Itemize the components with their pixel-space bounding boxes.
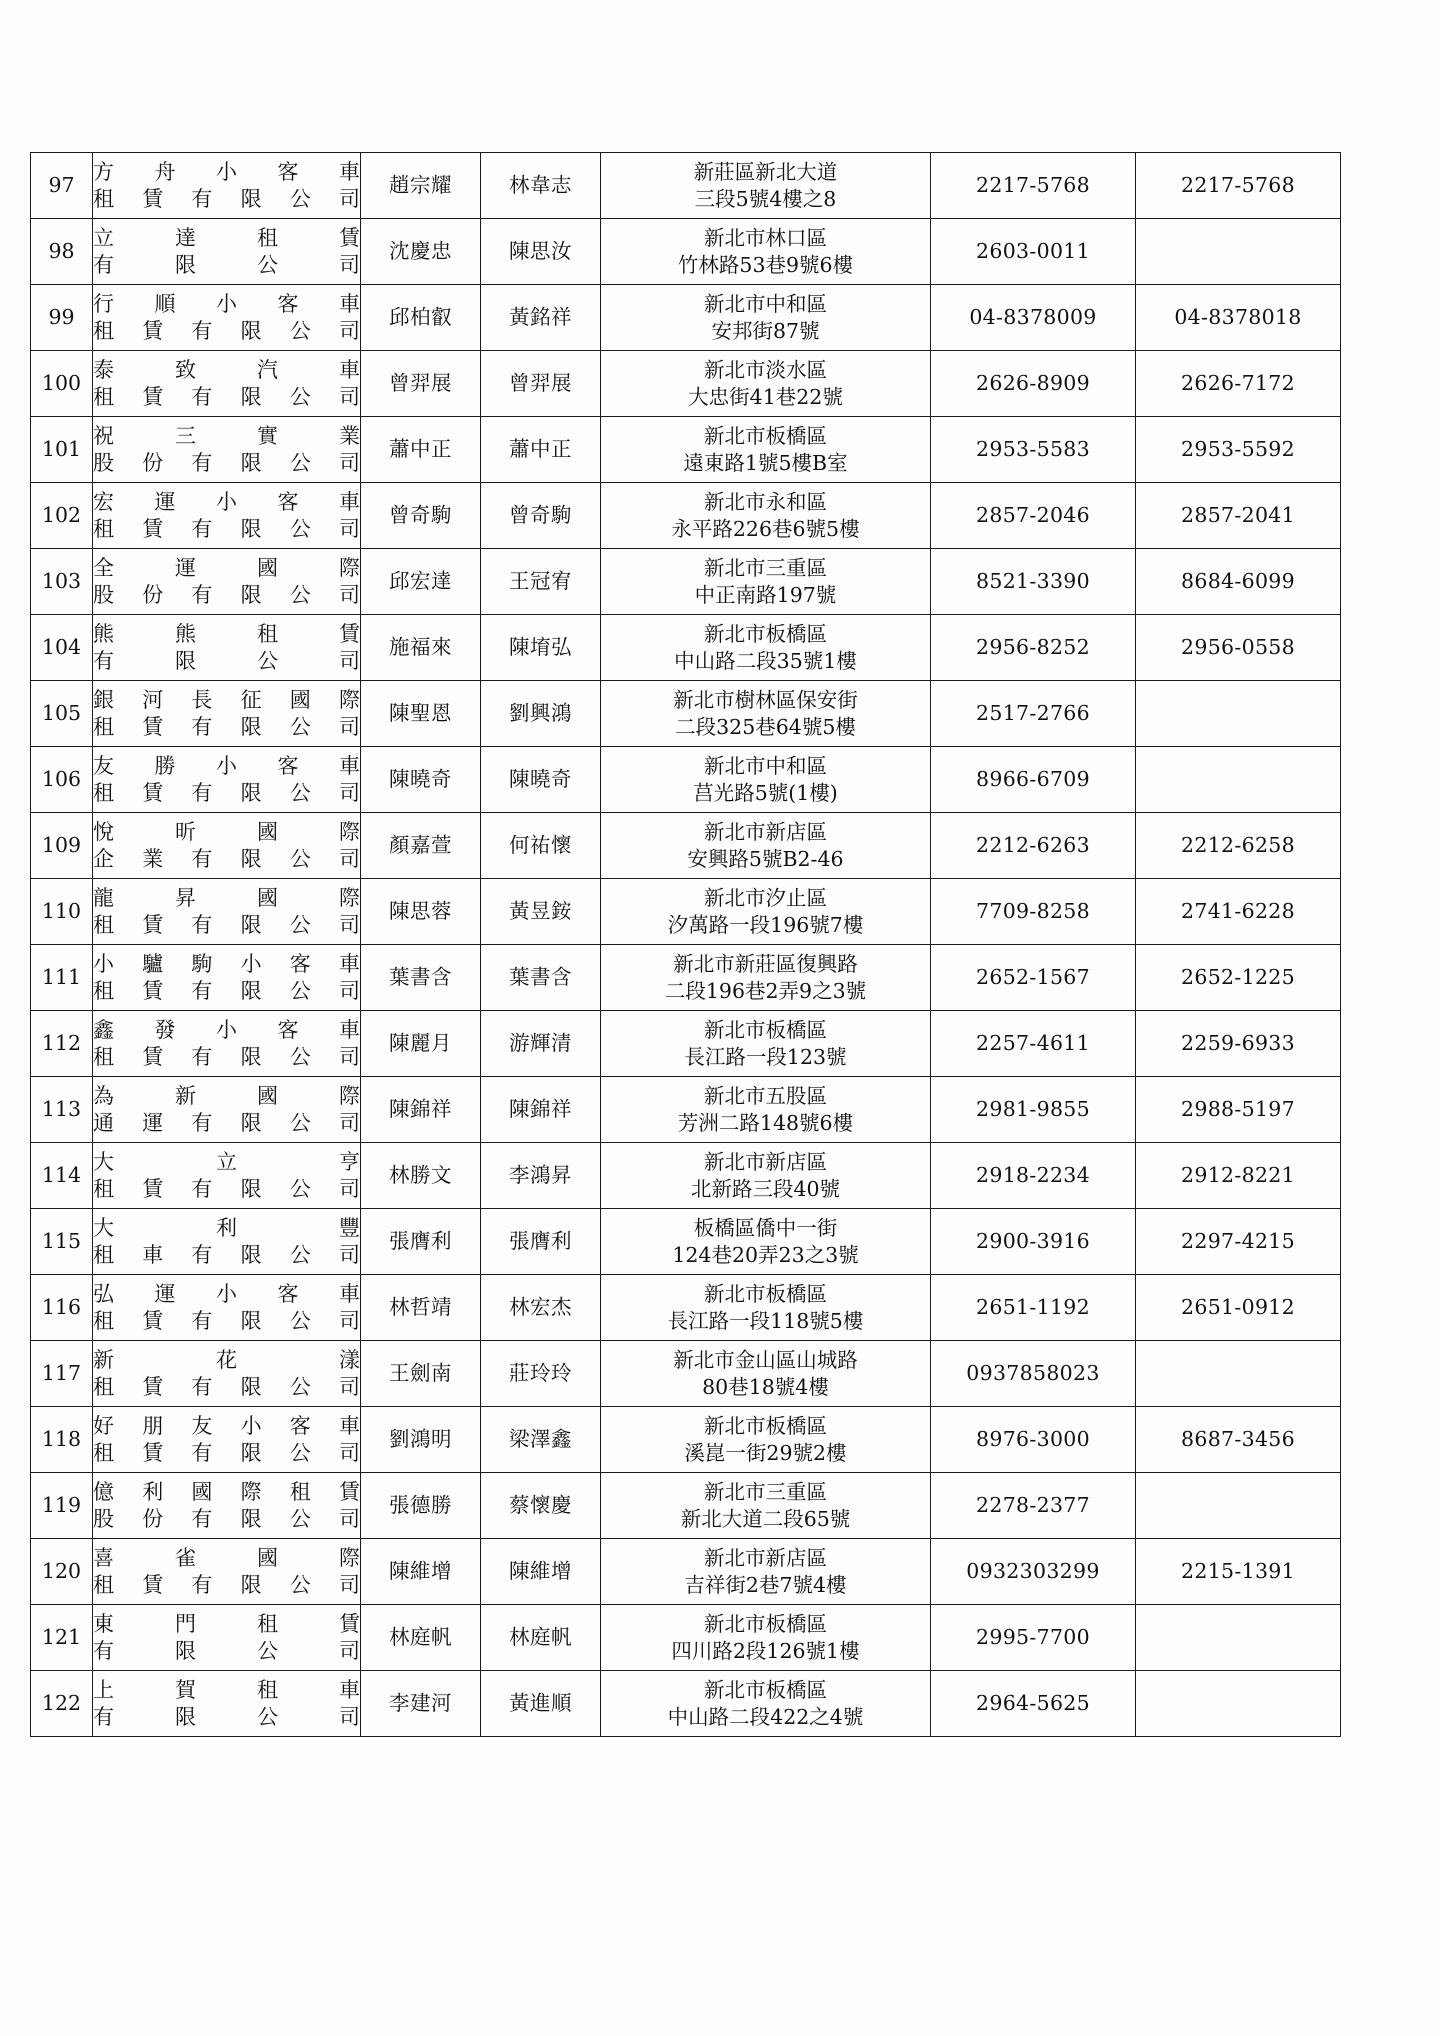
company-name-line: 租 賃 有 限 公 司 xyxy=(93,1572,360,1597)
representative-cell: 邱宏達 xyxy=(361,549,481,615)
company-name-cell xyxy=(93,1407,361,1473)
company-name-line: 友 勝 小 客 車 xyxy=(93,753,360,778)
fax-cell: 2626-7172 xyxy=(1136,351,1341,417)
address-line: 長江路一段123號 xyxy=(684,1044,847,1069)
telephone-cell: 2517-2766 xyxy=(931,681,1136,747)
address-line: 莒光路5號(1樓) xyxy=(693,780,838,805)
contact-person-cell: 林宏杰 xyxy=(481,1275,601,1341)
company-name-line: 上 賀 租 車 xyxy=(93,1677,360,1702)
company-name-line: 租 車 有 限 公 司 xyxy=(93,1242,360,1267)
telephone-cell: 2257-4611 xyxy=(931,1011,1136,1077)
company-name-line: 有 限 公 司 xyxy=(93,1704,360,1729)
address-line: 新北市板橋區 xyxy=(704,423,827,448)
address-line: 三段5號4樓之8 xyxy=(694,186,837,211)
address-line: 新北市中和區 xyxy=(704,291,827,316)
fax-cell: 8687-3456 xyxy=(1136,1407,1341,1473)
fax-cell: 2652-1225 xyxy=(1136,945,1341,1011)
address-cell xyxy=(601,1011,931,1077)
fax-cell xyxy=(1136,747,1341,813)
representative-cell: 陳錦祥 xyxy=(361,1077,481,1143)
representative-cell: 林勝文 xyxy=(361,1143,481,1209)
company-name-cell xyxy=(93,1341,361,1407)
company-name-cell xyxy=(93,1275,361,1341)
contact-person-cell: 劉興鴻 xyxy=(481,681,601,747)
address-line: 新北市新店區 xyxy=(704,819,827,844)
representative-cell: 張德勝 xyxy=(361,1473,481,1539)
company-name-line: 熊 熊 租 賃 xyxy=(93,621,360,646)
representative-cell: 施福來 xyxy=(361,615,481,681)
fax-cell: 2259-6933 xyxy=(1136,1011,1341,1077)
company-name-cell xyxy=(93,1011,361,1077)
address-line: 新北市中和區 xyxy=(704,753,827,778)
address-cell xyxy=(601,615,931,681)
fax-cell: 2953-5592 xyxy=(1136,417,1341,483)
address-line: 大忠街41巷22號 xyxy=(688,384,843,409)
address-cell xyxy=(601,1407,931,1473)
representative-cell: 陳聖恩 xyxy=(361,681,481,747)
representative-cell: 陳曉奇 xyxy=(361,747,481,813)
company-name-line: 為 新 國 際 xyxy=(93,1083,360,1108)
telephone-cell: 2981-9855 xyxy=(931,1077,1136,1143)
company-name-line: 有 限 公 司 xyxy=(93,252,360,277)
address-cell xyxy=(601,483,931,549)
row-number: 109 xyxy=(31,813,93,879)
company-name-line: 租 賃 有 限 公 司 xyxy=(93,1374,360,1399)
company-name-cell xyxy=(93,549,361,615)
table-row xyxy=(31,1473,1341,1539)
company-name-line: 企 業 有 限 公 司 xyxy=(93,846,360,871)
company-name-line: 大 利 豐 xyxy=(93,1215,360,1240)
row-number: 120 xyxy=(31,1539,93,1605)
row-number: 103 xyxy=(31,549,93,615)
table-row xyxy=(31,219,1341,285)
fax-cell: 2956-0558 xyxy=(1136,615,1341,681)
table-row xyxy=(31,549,1341,615)
fax-cell xyxy=(1136,1671,1341,1737)
telephone-cell: 8521-3390 xyxy=(931,549,1136,615)
address-cell xyxy=(601,1077,931,1143)
row-number: 113 xyxy=(31,1077,93,1143)
contact-person-cell: 黃昱銨 xyxy=(481,879,601,945)
table-row xyxy=(31,483,1341,549)
address-cell xyxy=(601,549,931,615)
address-line: 新北市金山區山城路 xyxy=(673,1347,858,1372)
contact-person-cell: 陳曉奇 xyxy=(481,747,601,813)
company-name-line: 租 賃 有 限 公 司 xyxy=(93,516,360,541)
address-line: 新北市五股區 xyxy=(704,1083,827,1108)
registry-table xyxy=(30,152,1341,1737)
address-line: 中山路二段35號1樓 xyxy=(674,648,857,673)
company-name-line: 租 賃 有 限 公 司 xyxy=(93,714,360,739)
company-name-cell xyxy=(93,1143,361,1209)
representative-cell: 顏嘉萱 xyxy=(361,813,481,879)
company-name-line: 宏 運 小 客 車 xyxy=(93,489,360,514)
company-name-cell xyxy=(93,681,361,747)
row-number: 122 xyxy=(31,1671,93,1737)
address-line: 新北市汐止區 xyxy=(704,885,827,910)
company-name-line: 祝 三 實 業 xyxy=(93,423,360,448)
representative-cell: 劉鴻明 xyxy=(361,1407,481,1473)
fax-cell xyxy=(1136,681,1341,747)
address-cell xyxy=(601,1605,931,1671)
row-number: 101 xyxy=(31,417,93,483)
fax-cell xyxy=(1136,1605,1341,1671)
telephone-cell: 2603-0011 xyxy=(931,219,1136,285)
representative-cell: 李建河 xyxy=(361,1671,481,1737)
table-row xyxy=(31,1605,1341,1671)
company-name-cell xyxy=(93,285,361,351)
contact-person-cell: 黃銘祥 xyxy=(481,285,601,351)
telephone-cell: 0937858023 xyxy=(931,1341,1136,1407)
fax-cell: 04-8378018 xyxy=(1136,285,1341,351)
table-row xyxy=(31,1077,1341,1143)
address-line: 吉祥街2巷7號4樓 xyxy=(684,1572,847,1597)
contact-person-cell: 陳堉弘 xyxy=(481,615,601,681)
representative-cell: 張膺利 xyxy=(361,1209,481,1275)
company-name-cell xyxy=(93,879,361,945)
contact-person-cell: 游輝清 xyxy=(481,1011,601,1077)
company-name-line: 鑫 發 小 客 車 xyxy=(93,1017,360,1042)
contact-person-cell: 陳錦祥 xyxy=(481,1077,601,1143)
address-cell xyxy=(601,1539,931,1605)
company-name-line: 大 立 亨 xyxy=(93,1149,360,1174)
telephone-cell: 2278-2377 xyxy=(931,1473,1136,1539)
company-name-cell xyxy=(93,153,361,219)
representative-cell: 蕭中正 xyxy=(361,417,481,483)
row-number: 116 xyxy=(31,1275,93,1341)
contact-person-cell: 陳維增 xyxy=(481,1539,601,1605)
company-name-line: 租 賃 有 限 公 司 xyxy=(93,186,360,211)
address-line: 新北大道二段65號 xyxy=(680,1506,851,1531)
company-name-line: 股 份 有 限 公 司 xyxy=(93,1506,360,1531)
address-cell xyxy=(601,879,931,945)
company-name-cell xyxy=(93,351,361,417)
row-number: 114 xyxy=(31,1143,93,1209)
company-name-line: 租 賃 有 限 公 司 xyxy=(93,1308,360,1333)
company-name-line: 有 限 公 司 xyxy=(93,1638,360,1663)
row-number: 118 xyxy=(31,1407,93,1473)
telephone-cell: 2918-2234 xyxy=(931,1143,1136,1209)
representative-cell: 陳維增 xyxy=(361,1539,481,1605)
telephone-cell: 04-8378009 xyxy=(931,285,1136,351)
company-name-cell xyxy=(93,417,361,483)
company-name-line: 租 賃 有 限 公 司 xyxy=(93,978,360,1003)
table-row xyxy=(31,1143,1341,1209)
table-row xyxy=(31,1011,1341,1077)
table-row xyxy=(31,1407,1341,1473)
company-name-cell xyxy=(93,483,361,549)
telephone-cell: 2857-2046 xyxy=(931,483,1136,549)
telephone-cell: 8976-3000 xyxy=(931,1407,1136,1473)
address-line: 新北市樹林區保安街 xyxy=(673,687,858,712)
address-line: 新北市林口區 xyxy=(704,225,827,250)
address-line: 新北市新店區 xyxy=(704,1149,827,1174)
representative-cell: 曾奇駒 xyxy=(361,483,481,549)
row-number: 112 xyxy=(31,1011,93,1077)
address-cell xyxy=(601,1473,931,1539)
representative-cell: 陳思蓉 xyxy=(361,879,481,945)
address-line: 新莊區新北大道 xyxy=(693,159,838,184)
row-number: 121 xyxy=(31,1605,93,1671)
telephone-cell: 2964-5625 xyxy=(931,1671,1136,1737)
table-row xyxy=(31,1341,1341,1407)
telephone-cell: 2953-5583 xyxy=(931,417,1136,483)
table-row xyxy=(31,615,1341,681)
row-number: 115 xyxy=(31,1209,93,1275)
address-line: 新北市板橋區 xyxy=(704,1413,827,1438)
address-line: 竹林路53巷9號6樓 xyxy=(677,252,854,277)
telephone-cell: 2900-3916 xyxy=(931,1209,1136,1275)
telephone-cell: 2651-1192 xyxy=(931,1275,1136,1341)
address-line: 124巷20弄23之3號 xyxy=(672,1242,859,1267)
telephone-cell: 2626-8909 xyxy=(931,351,1136,417)
address-cell xyxy=(601,945,931,1011)
row-number: 105 xyxy=(31,681,93,747)
address-line: 板橋區僑中一街 xyxy=(693,1215,838,1240)
address-line: 遠東路1號5樓B室 xyxy=(683,450,848,475)
row-number: 106 xyxy=(31,747,93,813)
address-line: 中山路二段422之4號 xyxy=(667,1704,864,1729)
address-cell xyxy=(601,219,931,285)
row-number: 111 xyxy=(31,945,93,1011)
fax-cell: 2217-5768 xyxy=(1136,153,1341,219)
company-name-line: 租 賃 有 限 公 司 xyxy=(93,318,360,343)
company-name-cell xyxy=(93,1209,361,1275)
contact-person-cell: 黃進順 xyxy=(481,1671,601,1737)
address-line: 永平路226巷6號5樓 xyxy=(671,516,860,541)
table-row xyxy=(31,1209,1341,1275)
fax-cell xyxy=(1136,1341,1341,1407)
fax-cell: 2651-0912 xyxy=(1136,1275,1341,1341)
row-number: 100 xyxy=(31,351,93,417)
company-name-cell xyxy=(93,219,361,285)
address-line: 80巷18號4樓 xyxy=(702,1374,829,1399)
company-name-line: 租 賃 有 限 公 司 xyxy=(93,912,360,937)
address-line: 汐萬路一段196號7樓 xyxy=(667,912,864,937)
fax-cell: 2857-2041 xyxy=(1136,483,1341,549)
company-name-line: 通 運 有 限 公 司 xyxy=(93,1110,360,1135)
telephone-cell: 8966-6709 xyxy=(931,747,1136,813)
address-cell xyxy=(601,1143,931,1209)
address-line: 溪崑一街29號2樓 xyxy=(684,1440,847,1465)
telephone-cell: 2652-1567 xyxy=(931,945,1136,1011)
address-line: 安興路5號B2-46 xyxy=(687,846,844,871)
company-name-line: 行 順 小 客 車 xyxy=(93,291,360,316)
address-line: 新北市新店區 xyxy=(704,1545,827,1570)
contact-person-cell: 蕭中正 xyxy=(481,417,601,483)
fax-cell: 2297-4215 xyxy=(1136,1209,1341,1275)
representative-cell: 曾羿展 xyxy=(361,351,481,417)
table-row xyxy=(31,285,1341,351)
contact-person-cell: 王冠宥 xyxy=(481,549,601,615)
representative-cell: 沈慶忠 xyxy=(361,219,481,285)
company-name-line: 泰 致 汽 車 xyxy=(93,357,360,382)
company-name-line: 喜 雀 國 際 xyxy=(93,1545,360,1570)
company-name-line: 立 達 租 賃 xyxy=(93,225,360,250)
address-line: 新北市板橋區 xyxy=(704,1611,827,1636)
table-row xyxy=(31,879,1341,945)
address-line: 新北市淡水區 xyxy=(704,357,827,382)
address-cell xyxy=(601,153,931,219)
fax-cell: 2212-6258 xyxy=(1136,813,1341,879)
contact-person-cell: 曾羿展 xyxy=(481,351,601,417)
representative-cell: 葉書含 xyxy=(361,945,481,1011)
company-name-cell xyxy=(93,1605,361,1671)
contact-person-cell: 曾奇駒 xyxy=(481,483,601,549)
address-line: 新北市板橋區 xyxy=(704,1017,827,1042)
company-name-line: 弘 運 小 客 車 xyxy=(93,1281,360,1306)
address-line: 芳洲二路148號6樓 xyxy=(677,1110,854,1135)
fax-cell: 2912-8221 xyxy=(1136,1143,1341,1209)
address-line: 新北市永和區 xyxy=(704,489,827,514)
company-name-cell xyxy=(93,1473,361,1539)
registry-table-wrapper xyxy=(30,152,1340,1737)
address-line: 二段196巷2弄9之3號 xyxy=(664,978,867,1003)
table-row xyxy=(31,1275,1341,1341)
registry-table-body xyxy=(31,153,1341,1737)
fax-cell: 8684-6099 xyxy=(1136,549,1341,615)
company-name-cell xyxy=(93,747,361,813)
company-name-line: 租 賃 有 限 公 司 xyxy=(93,384,360,409)
address-line: 二段325巷64號5樓 xyxy=(675,714,856,739)
address-cell xyxy=(601,417,931,483)
table-row xyxy=(31,1539,1341,1605)
contact-person-cell: 梁澤鑫 xyxy=(481,1407,601,1473)
address-cell xyxy=(601,1671,931,1737)
company-name-line: 新 花 漾 xyxy=(93,1347,360,1372)
address-cell xyxy=(601,681,931,747)
address-line: 北新路三段40號 xyxy=(690,1176,841,1201)
telephone-cell: 2217-5768 xyxy=(931,153,1136,219)
contact-person-cell: 林韋志 xyxy=(481,153,601,219)
company-name-line: 小 驢 駒 小 客 車 xyxy=(93,951,360,976)
company-name-cell xyxy=(93,945,361,1011)
company-name-line: 有 限 公 司 xyxy=(93,648,360,673)
table-row xyxy=(31,747,1341,813)
company-name-line: 股 份 有 限 公 司 xyxy=(93,450,360,475)
row-number: 119 xyxy=(31,1473,93,1539)
company-name-line: 股 份 有 限 公 司 xyxy=(93,582,360,607)
representative-cell: 林庭帆 xyxy=(361,1605,481,1671)
address-cell xyxy=(601,1275,931,1341)
address-cell xyxy=(601,1209,931,1275)
address-line: 新北市新莊區復興路 xyxy=(673,951,858,976)
company-name-line: 億 利 國 際 租 賃 xyxy=(93,1479,360,1504)
table-row xyxy=(31,351,1341,417)
table-row xyxy=(31,153,1341,219)
company-name-line: 東 門 租 賃 xyxy=(93,1611,360,1636)
row-number: 104 xyxy=(31,615,93,681)
representative-cell: 趙宗耀 xyxy=(361,153,481,219)
fax-cell xyxy=(1136,1473,1341,1539)
contact-person-cell: 葉書含 xyxy=(481,945,601,1011)
contact-person-cell: 蔡懷慶 xyxy=(481,1473,601,1539)
company-name-cell xyxy=(93,615,361,681)
address-cell xyxy=(601,1341,931,1407)
address-line: 新北市板橋區 xyxy=(704,1281,827,1306)
row-number: 110 xyxy=(31,879,93,945)
address-line: 安邦街87號 xyxy=(711,318,820,343)
address-cell xyxy=(601,813,931,879)
contact-person-cell: 林庭帆 xyxy=(481,1605,601,1671)
company-name-line: 租 賃 有 限 公 司 xyxy=(93,1044,360,1069)
address-cell xyxy=(601,285,931,351)
company-name-line: 龍 昇 國 際 xyxy=(93,885,360,910)
contact-person-cell: 莊玲玲 xyxy=(481,1341,601,1407)
company-name-line: 悅 昕 國 際 xyxy=(93,819,360,844)
address-line: 新北市三重區 xyxy=(704,555,827,580)
table-row xyxy=(31,417,1341,483)
telephone-cell: 0932303299 xyxy=(931,1539,1136,1605)
contact-person-cell: 何祐懷 xyxy=(481,813,601,879)
telephone-cell: 2212-6263 xyxy=(931,813,1136,879)
telephone-cell: 7709-8258 xyxy=(931,879,1136,945)
address-line: 長江路一段118號5樓 xyxy=(667,1308,864,1333)
company-name-line: 全 運 國 際 xyxy=(93,555,360,580)
company-name-line: 租 賃 有 限 公 司 xyxy=(93,1440,360,1465)
table-row xyxy=(31,945,1341,1011)
company-name-line: 好 朋 友 小 客 車 xyxy=(93,1413,360,1438)
fax-cell: 2215-1391 xyxy=(1136,1539,1341,1605)
row-number: 102 xyxy=(31,483,93,549)
address-cell xyxy=(601,351,931,417)
telephone-cell: 2956-8252 xyxy=(931,615,1136,681)
address-line: 新北市板橋區 xyxy=(704,621,827,646)
address-line: 新北市板橋區 xyxy=(704,1677,827,1702)
company-name-cell xyxy=(93,1077,361,1143)
table-row xyxy=(31,681,1341,747)
representative-cell: 林哲靖 xyxy=(361,1275,481,1341)
address-line: 四川路2段126號1樓 xyxy=(671,1638,860,1663)
fax-cell: 2988-5197 xyxy=(1136,1077,1341,1143)
company-name-line: 方 舟 小 客 車 xyxy=(93,159,360,184)
company-name-line: 租 賃 有 限 公 司 xyxy=(93,780,360,805)
representative-cell: 陳麗月 xyxy=(361,1011,481,1077)
fax-cell xyxy=(1136,219,1341,285)
company-name-line: 銀 河 長 征 國 際 xyxy=(93,687,360,712)
telephone-cell: 2995-7700 xyxy=(931,1605,1136,1671)
row-number: 117 xyxy=(31,1341,93,1407)
contact-person-cell: 李鴻昇 xyxy=(481,1143,601,1209)
address-cell xyxy=(601,747,931,813)
contact-person-cell: 陳思汝 xyxy=(481,219,601,285)
row-number: 97 xyxy=(31,153,93,219)
address-line: 新北市三重區 xyxy=(704,1479,827,1504)
row-number: 99 xyxy=(31,285,93,351)
representative-cell: 邱柏叡 xyxy=(361,285,481,351)
company-name-cell xyxy=(93,1671,361,1737)
table-row xyxy=(31,1671,1341,1737)
representative-cell: 王劍南 xyxy=(361,1341,481,1407)
company-name-line: 租 賃 有 限 公 司 xyxy=(93,1176,360,1201)
company-name-cell xyxy=(93,1539,361,1605)
table-row xyxy=(31,813,1341,879)
row-number: 98 xyxy=(31,219,93,285)
contact-person-cell: 張膺利 xyxy=(481,1209,601,1275)
address-line: 中正南路197號 xyxy=(694,582,837,607)
company-name-cell xyxy=(93,813,361,879)
fax-cell: 2741-6228 xyxy=(1136,879,1341,945)
